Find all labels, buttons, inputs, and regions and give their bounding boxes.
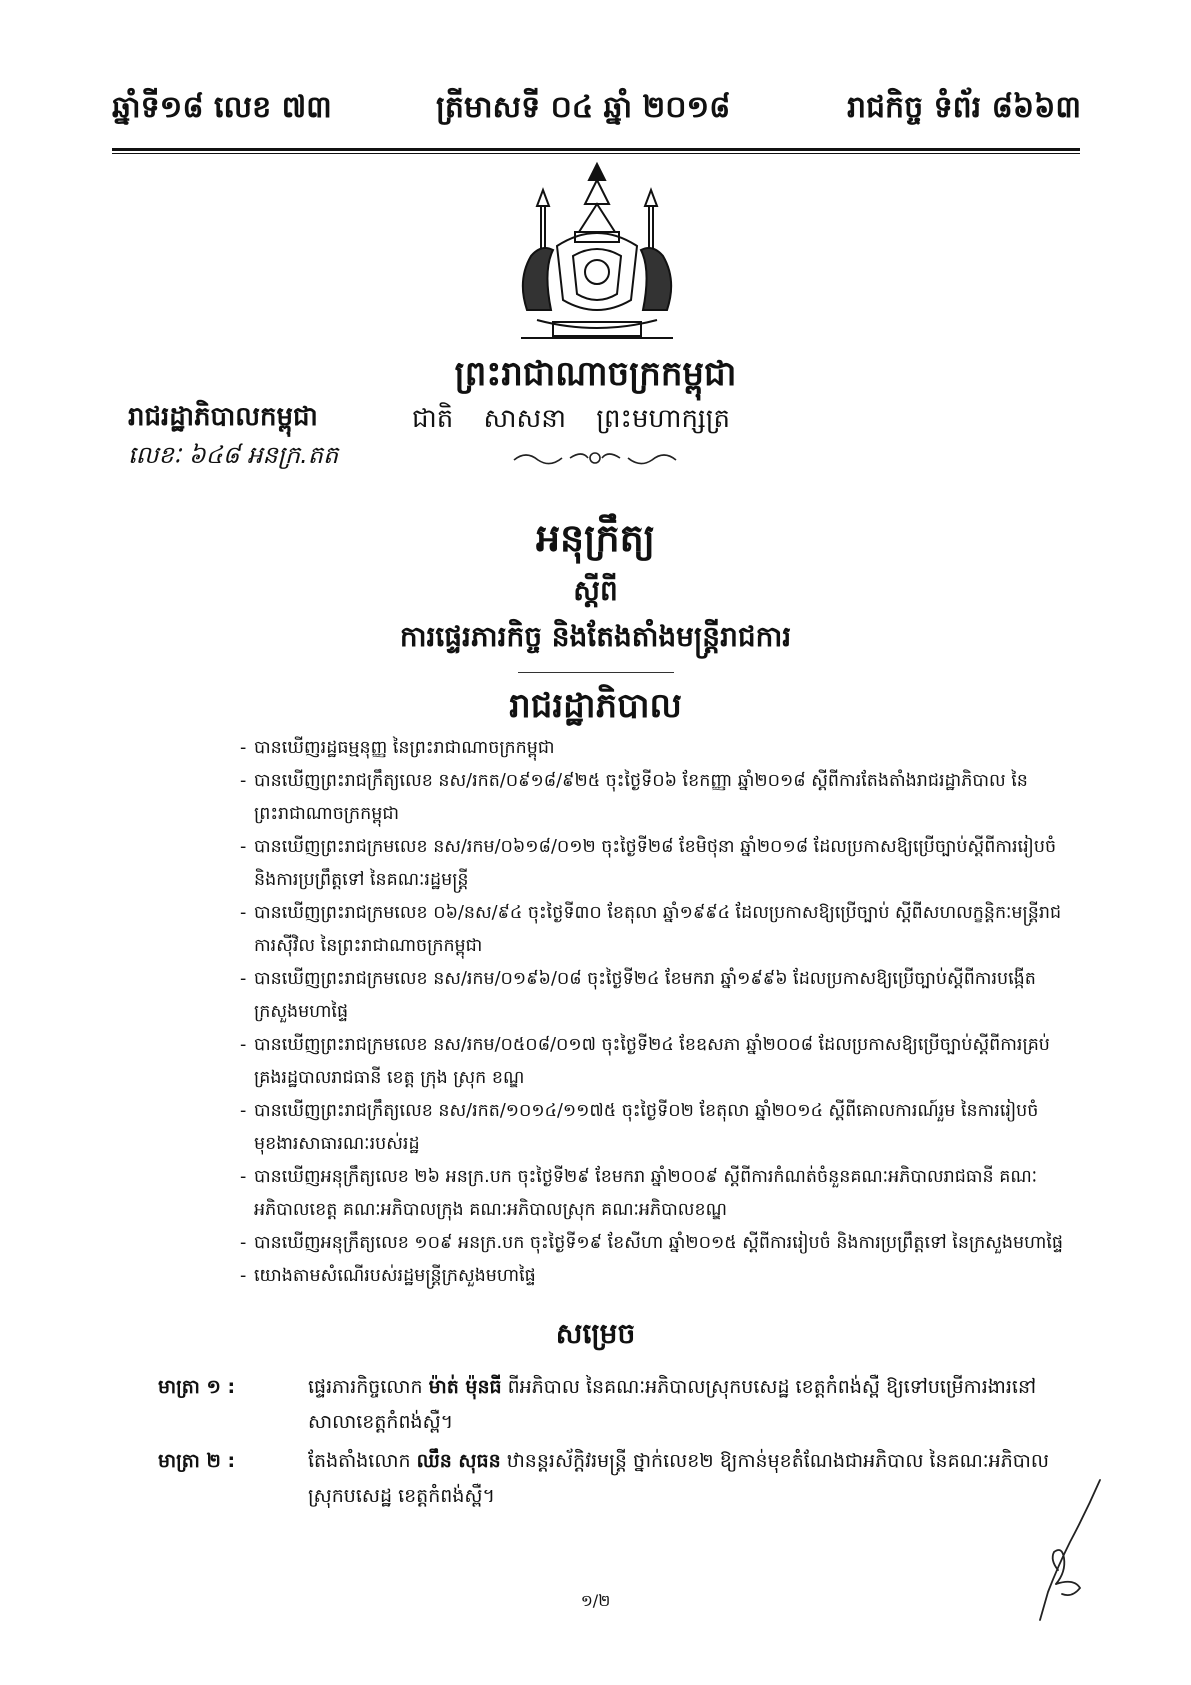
header-gazette-page: រាជកិច្ច ទំព័រ ៨៦៦៣ [846, 90, 1081, 125]
article-2 [158, 1444, 1066, 1514]
article-2-text-before: តែងតាំងលោក [308, 1450, 417, 1472]
document-subject: ការផ្ទេរភារកិច្ច និងតែងតាំងមន្ត្រីរាជការ [399, 620, 792, 653]
list-item: - បានឃើញព្រះរាជក្រមលេខ ០៦/នស/៩៤ ចុះថ្ងៃទី៣០ ខែតុលា ឆ្នាំ១៩៩៤ ដែលប្រកាសឱ្យប្រើច្បាប់ ស្តីពីសហលក្ខន្តិកៈមន្ត្រីរាជការស៊ីវិល នៃព្រះរាជាណាចក្រកម្ពុជា [240, 897, 1066, 963]
legal-basis-list [240, 732, 1066, 1293]
reference-number: លេខៈ ៦៤៨ អនក្រ.តត [128, 441, 339, 469]
article-2-text [308, 1444, 1066, 1514]
list-item: - បានឃើញអនុក្រឹត្យលេខ ១០៩ អនក្រ.បក ចុះថ្ងៃទី១៩ ខែសីហា ឆ្នាំ២០១៥ ស្តីពីការរៀបចំ និងការប្រព្រឹត្តទៅ នៃក្រសួងមហាផ្ទៃ [240, 1227, 1066, 1260]
list-item: - យោងតាមសំណើរបស់រដ្ឋមន្ត្រីក្រសួងមហាផ្ទៃ [240, 1260, 1066, 1293]
article-1-text-before: ផ្ទេរភារកិច្ចលោក [308, 1376, 429, 1398]
article-1-text-after: ពីអភិបាល នៃគណៈអភិបាលស្រុកបសេដ្ឋ ខេត្តកំពង់ស្ពឺ ឱ្យទៅបម្រើការងារនៅសាលាខេត្តកំពង់ស្ពឺ។ [308, 1376, 1037, 1433]
ornament-divider-icon [510, 446, 680, 470]
government-heading: រាជរដ្ឋាភិបាល [509, 686, 682, 726]
royal-arms-emblem-icon [497, 160, 697, 350]
document-title: អនុក្រឹត្យ [535, 516, 656, 560]
list-item: - បានឃើញព្រះរាជក្រឹត្យលេខ នស/រកត/០៩១៨/៩២៥ ចុះថ្ងៃទី០៦ ខែកញ្ញា ឆ្នាំ២០១៨ ស្តីពីការតែងតាំងរាជរដ្ឋាភិបាល នៃព្រះរាជាណាចក្រកម្ពុជា [240, 765, 1066, 831]
list-item: - បានឃើញព្រះរាជក្រមលេខ នស/រកម/០១៩៦/០៨ ចុះថ្ងៃទី២៤ ខែមករា ឆ្នាំ១៩៩៦ ដែលប្រកាសឱ្យប្រើច្បាប់ស្តីពីការបង្កើតក្រសួងមហាផ្ទៃ [240, 963, 1066, 1029]
article-1 [158, 1370, 1066, 1440]
list-item: - បានឃើញរដ្ឋធម្មនុញ្ញ នៃព្រះរាជាណាចក្រកម្ពុជា [240, 732, 1066, 765]
issuing-government: រាជរដ្ឋាភិបាលកម្ពុជា [128, 402, 318, 432]
article-1-label: មាត្រា ១ : [158, 1376, 236, 1398]
article-1-person-name: ម៉ាត់ ម៉ុនធី [428, 1376, 502, 1398]
page-number: ១/២ [580, 1591, 611, 1610]
header-rule-thin [112, 153, 1080, 154]
list-item: - បានឃើញព្រះរាជក្រឹត្យលេខ នស/រកត/១០១៤/១១៧៥ ចុះថ្ងៃទី០២ ខែតុលា ឆ្នាំ២០១៤ ស្តីពីគោលការណ៍រួម នៃការរៀបចំមុខងារសាធារណៈរបស់រដ្ឋ [240, 1095, 1066, 1161]
national-motto: ជាតិ សាសនា ព្រះមហាក្សត្រ [412, 404, 730, 434]
header-rule [112, 148, 1080, 151]
article-2-person-name: ឈឹន សុធន [416, 1450, 501, 1472]
header-quarter: ត្រីមាសទី ០៤ ឆ្នាំ ២០១៨ [436, 90, 731, 125]
list-item: - បានឃើញព្រះរាជក្រមលេខ នស/រកម/០៥០៨/០១៧ ចុះថ្ងៃទី២៤ ខែឧសភា ឆ្នាំ២០០៨ ដែលប្រកាសឱ្យប្រើច្បាប់ស្តីពីការគ្រប់គ្រងរដ្ឋបាលរាជធានី ខេត្ត ក្រុង ស្រុក ខណ្ឌ [240, 1029, 1066, 1095]
header-issue: ឆ្នាំទី១៨ លេខ ៧៣ [112, 90, 332, 125]
article-2-label: មាត្រា ២ : [158, 1450, 236, 1472]
list-item: - បានឃើញអនុក្រឹត្យលេខ ២៦ អនក្រ.បក ចុះថ្ងៃទី២៩ ខែមករា ឆ្នាំ២០០៩ ស្តីពីការកំណត់ចំនួនគណៈអភិបាលរាជធានី គណៈអភិបាលខេត្ត គណៈអភិបាលក្រុង គណៈអភិបាលស្រុក គណៈអភិបាលខណ្ឌ [240, 1161, 1066, 1227]
article-2-text-after: ឋានន្តរស័ក្តិវរមន្ត្រី ថ្នាក់លេខ២ ឱ្យកាន់មុខតំណែងជាអភិបាល នៃគណៈអភិបាលស្រុកបសេដ្ឋ ខេត្តកំពង់ស្ពឺ។ [308, 1450, 1049, 1507]
title-separator [518, 672, 674, 673]
document-about: ស្តីពី [573, 574, 618, 607]
list-item: - បានឃើញព្រះរាជក្រមលេខ នស/រកម/០៦១៨/០១២ ចុះថ្ងៃទី២៨ ខែមិថុនា ឆ្នាំ២០១៨ ដែលប្រកាសឱ្យប្រើច្បាប់ស្តីពីការរៀបចំ និងការប្រព្រឹត្តទៅ នៃគណៈរដ្ឋមន្ត្រី [240, 831, 1066, 897]
decision-heading: សម្រេច [555, 1317, 636, 1350]
kingdom-name: ព្រះរាជាណាចក្រកម្ពុជា [454, 354, 737, 394]
article-1-text [308, 1370, 1066, 1440]
